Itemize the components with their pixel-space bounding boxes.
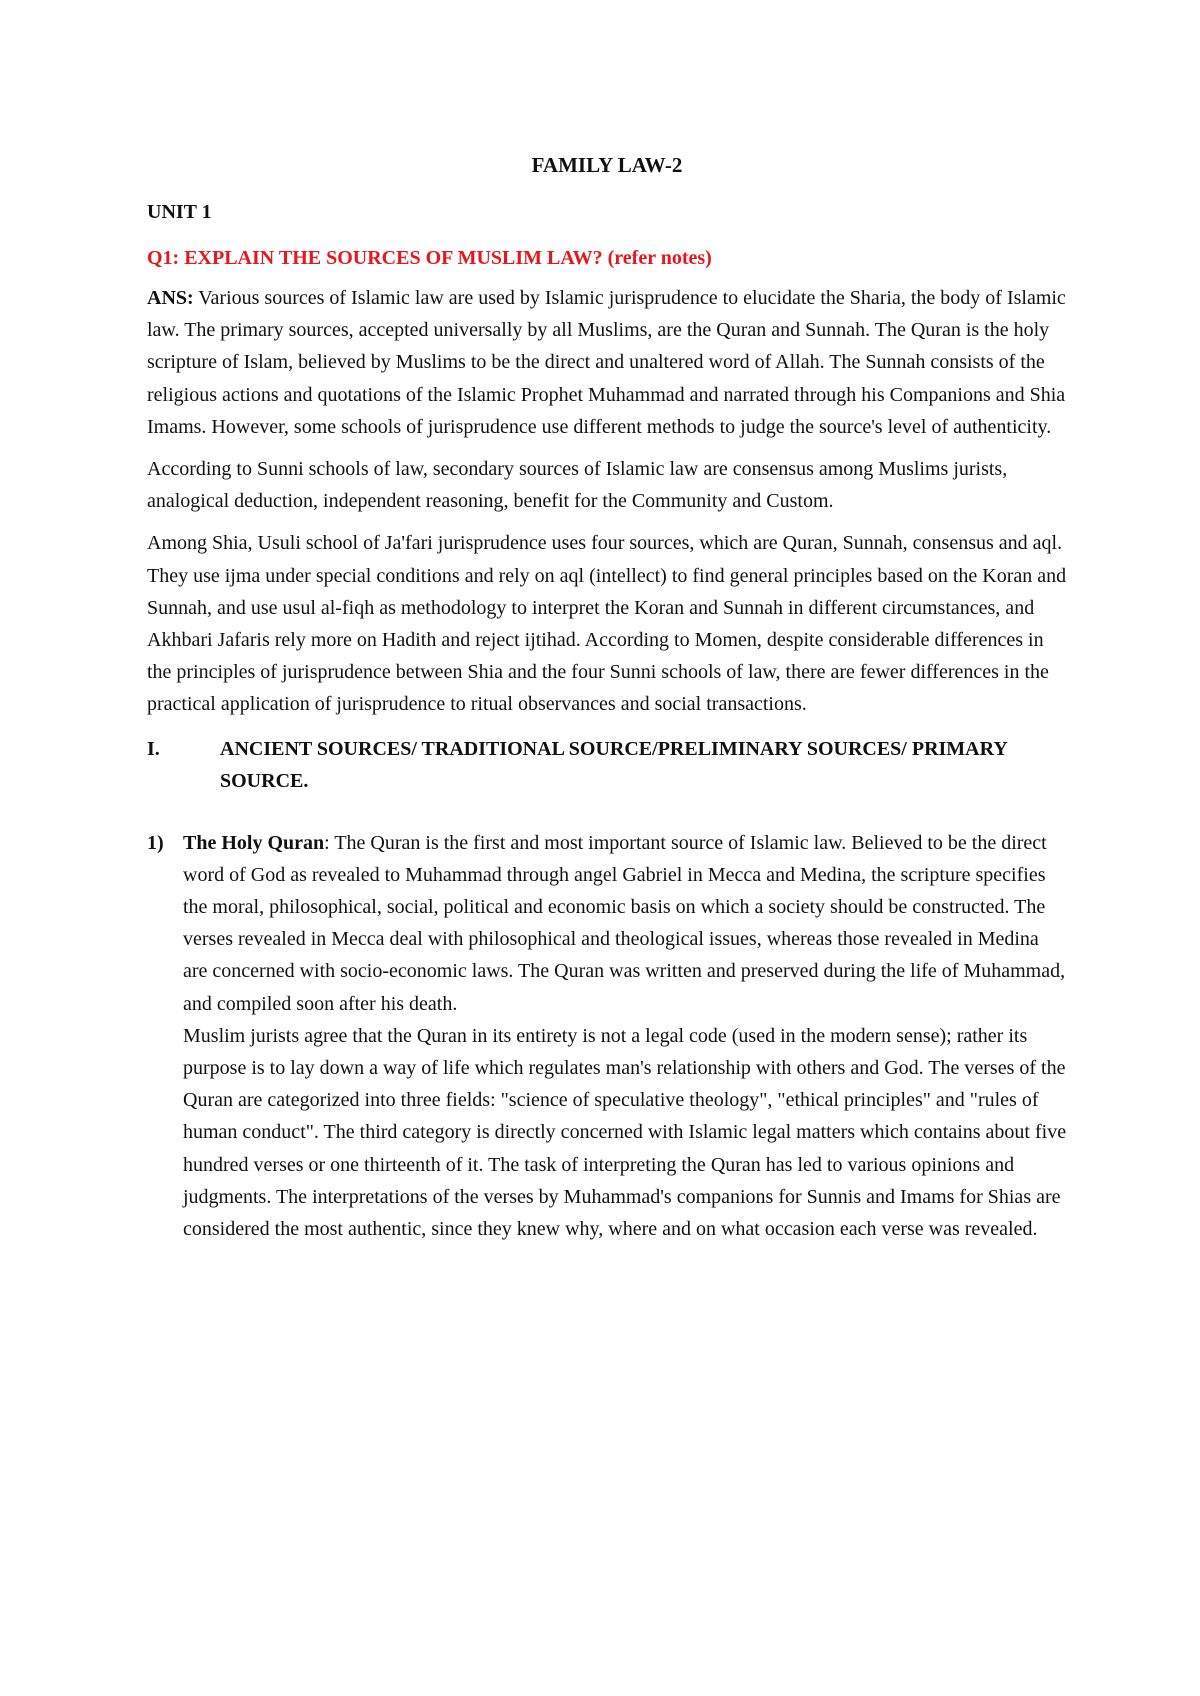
list-item-body bbox=[183, 827, 1067, 1246]
shia-sources-paragraph: Among Shia, Usuli school of Ja'fari jurisprudence uses four sources, which are Quran, Sunnah, consensus and aql. They use ijma under special conditions and rely on aql (intellect) to find general principles based on the Koran and Sunnah, and use usul al-fiqh as methodology to interpret the Koran and Sunnah in different circumstances, and Akhbari Jafaris rely more on Hadith and reject ijtihad. According to Momen, despite considerable differences in the principles of jurisprudence between Shia and the four Sunni schools of law, there are fewer differences in the practical application of jurisprudence to ritual observances and social transactions. bbox=[147, 532, 1067, 716]
quran-text-2: Muslim jurists agree that the Quran in its entirety is not a legal code (used in the modern sense); rather its purpose is to lay down a way of life which regulates man's relationship with others and God. The verses of the Quran are categorized into three fields: "science of speculative theology", "ethical principles" and "rules of human conduct". The third category is directly concerned with Islamic legal matters which contains about five hundred verses or one thirteenth of it. The task of interpreting the Quran has led to various opinions and judgments. The interpretations of the verses by Muhammad's companions for Sunnis and Imams for Shias are considered the most authentic, since they knew why, where and on what occasion each verse was revealed. bbox=[183, 1024, 1067, 1241]
section-number: I. bbox=[147, 737, 160, 760]
quran-intro bbox=[183, 827, 1067, 1020]
answer-text: Various sources of Islamic law are used by Islamic jurisprudence to elucidate the Sharia, the body of Islamic law. The primary sources, accepted universally by all Muslims, are the Quran and Sunnah. The Quran is the holy scripture of Islam, believed by Muslims to be the direct and unaltered word of Allah. The Sunnah consists of the religious actions and quotations of the Islamic Prophet Muhammad and narrated through his Companions and Shia Imams. However, some schools of jurisprudence use different methods to judge the source's level of authenticity. bbox=[147, 287, 1066, 438]
sunni-sources-paragraph: According to Sunni schools of law, secondary sources of Islamic law are consensus among Muslims jurists, analogical deduction, independent reasoning, benefit for the Community and Custom. bbox=[147, 458, 1008, 513]
list-item-number: 1) bbox=[147, 831, 164, 854]
list-item-term: The Holy Quran bbox=[183, 831, 325, 854]
question-heading: Q1: EXPLAIN THE SOURCES OF MUSLIM LAW? (refer notes) bbox=[147, 247, 712, 269]
unit-heading: UNIT 1 bbox=[147, 201, 212, 223]
quran-text-1: : The Quran is the first and most important source of Islamic law. Believed to be the direct word of God as revealed to Muhammad through angel Gabriel in Mecca and Medina, the scripture specifies the moral, philosophical, social, political and economic basis on which a society should be constructed. The verses revealed in Mecca deal with philosophical and theological issues, whereas those revealed in Medina are concerned with socio-economic laws. The Quran was written and preserved during the life of Muhammad, and compiled soon after his death. bbox=[183, 831, 1066, 1015]
section-heading bbox=[147, 733, 1067, 797]
document-content bbox=[147, 150, 1067, 1245]
list-item bbox=[147, 827, 1067, 1246]
section-title: ANCIENT SOURCES/ TRADITIONAL SOURCE/PRELIMINARY SOURCES/ PRIMARY SOURCE. bbox=[220, 737, 1008, 792]
answer-label: ANS: bbox=[147, 287, 194, 309]
answer-paragraph bbox=[147, 282, 1067, 443]
document-title: FAMILY LAW-2 bbox=[531, 153, 683, 177]
